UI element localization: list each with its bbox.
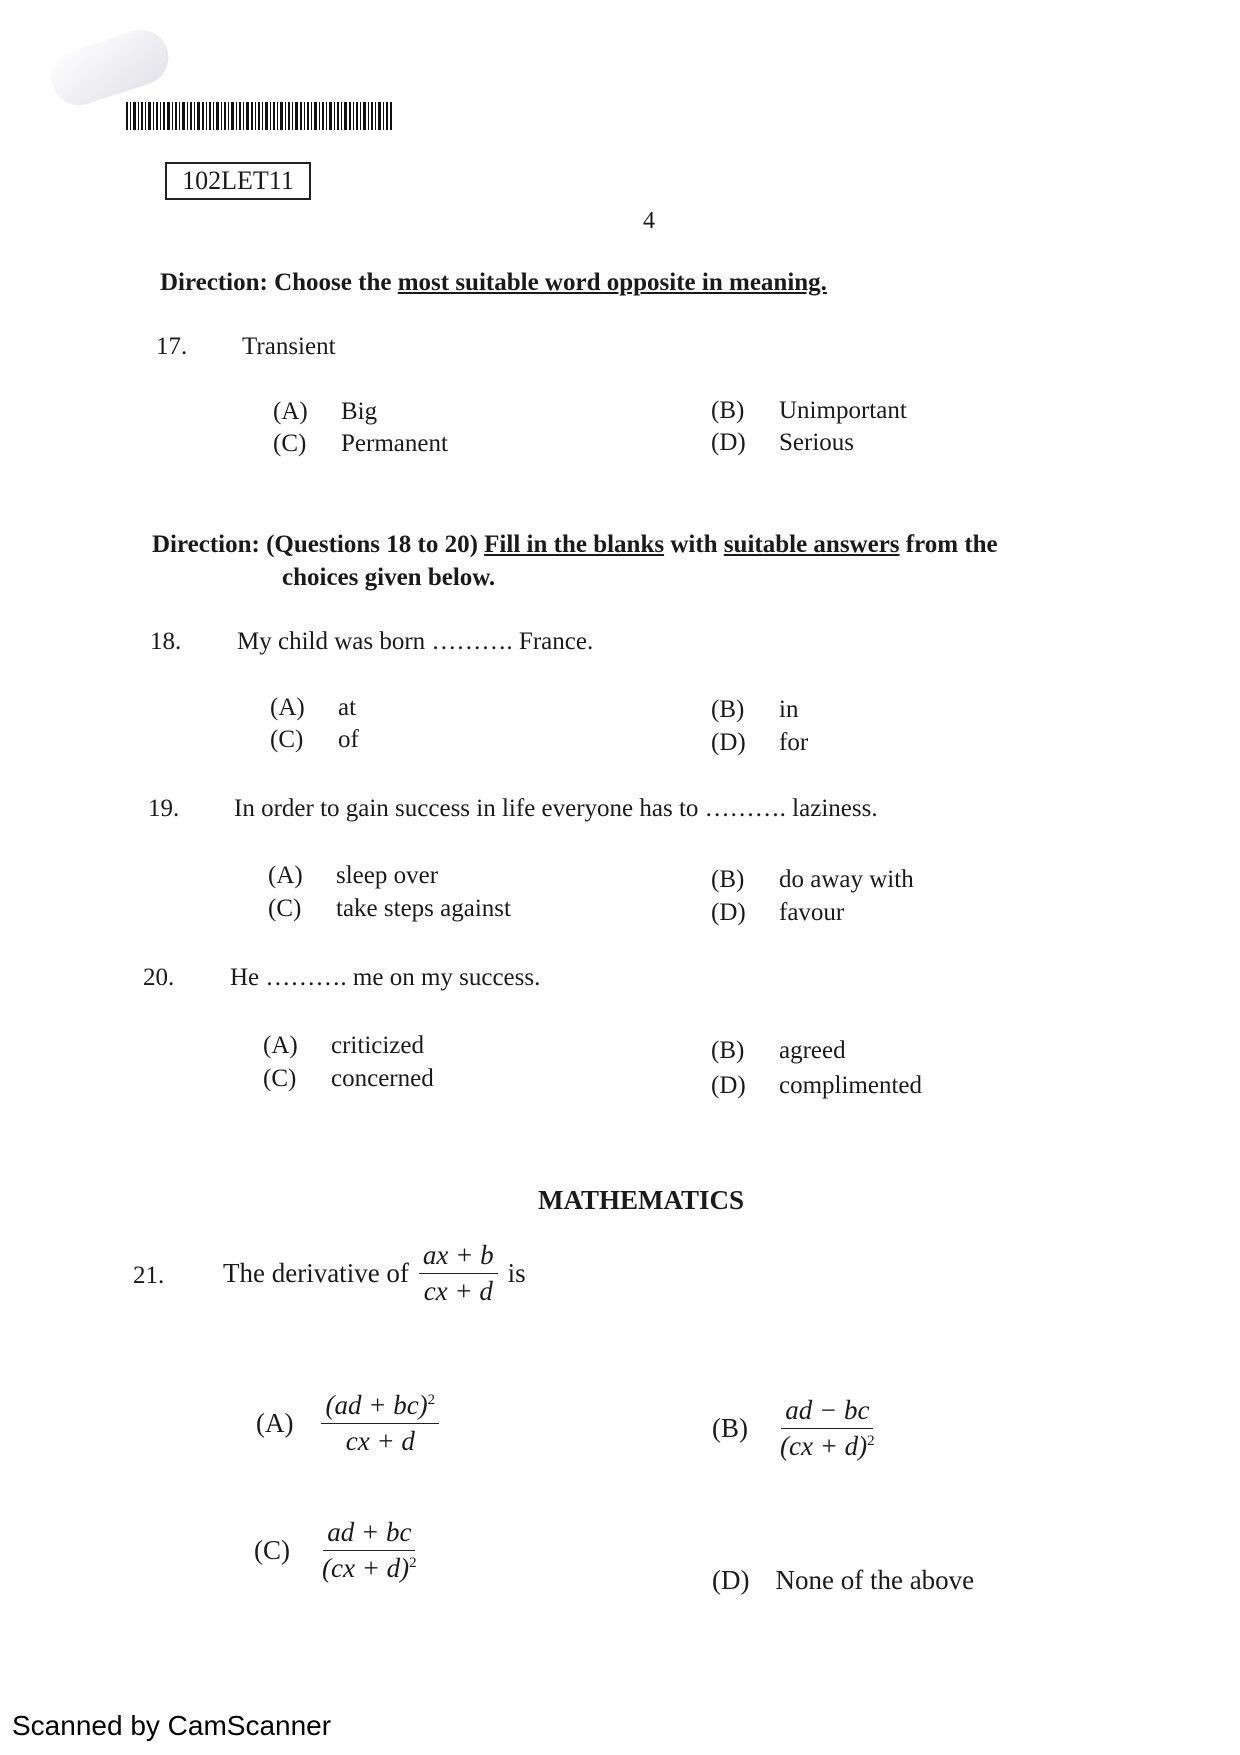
option-label: (B): [711, 866, 745, 893]
option-c: [254, 1517, 421, 1584]
question-text: My child was born ………. France.: [237, 628, 594, 655]
direction-text: Direction: (Questions 18 to 20): [152, 531, 485, 558]
direction-text: from the: [899, 531, 998, 558]
direction-text: Direction: Choose the: [160, 269, 398, 296]
direction-emphasis: suitable answers: [723, 531, 900, 558]
fraction: [419, 1240, 498, 1307]
denominator-text: cx + d: [345, 1426, 415, 1456]
page-number: 4: [643, 208, 655, 234]
option-label: (B): [711, 397, 745, 424]
numerator-text: ad − bc: [785, 1395, 870, 1425]
question-text: He ………. me on my success.: [230, 964, 541, 991]
denominator-text: (cx + d): [780, 1431, 868, 1461]
section-title: MATHEMATICS: [538, 1185, 745, 1215]
option-text: criticized: [331, 1032, 424, 1059]
fraction-numerator: [781, 1395, 873, 1429]
option-label: (C): [270, 726, 304, 753]
fraction-denominator: [342, 1424, 419, 1457]
option-text: concerned: [331, 1065, 434, 1092]
exam-code-box: 102LET11: [165, 162, 311, 200]
option-text: for: [779, 729, 809, 756]
option-text: Permanent: [341, 430, 448, 457]
question-number: 18.: [150, 628, 182, 655]
option-text: Serious: [779, 429, 854, 456]
direction-fill-blanks-line2: choices given below.: [282, 564, 496, 591]
option-c: [273, 430, 448, 458]
option-text: take steps against: [336, 895, 511, 922]
option-text: agreed: [779, 1037, 846, 1064]
option-text: sleep over: [336, 862, 439, 889]
option-d: [712, 1565, 974, 1596]
scan-smudge: [44, 23, 175, 112]
option-text: in: [779, 696, 799, 723]
option-b: [711, 866, 914, 894]
option-a: [268, 862, 438, 890]
option-label: (D): [711, 899, 746, 926]
numerator-text: ad + bc: [327, 1517, 412, 1547]
option-a: [263, 1032, 424, 1060]
option-text: Big: [341, 398, 378, 425]
option-c: [263, 1065, 434, 1093]
option-b: [711, 397, 907, 425]
option-label: (C): [273, 430, 307, 457]
question-text-after: is: [507, 1258, 526, 1288]
direction-emphasis: Fill in the blanks: [484, 531, 665, 558]
option-text: complimented: [779, 1072, 923, 1099]
exponent: 2: [409, 1555, 417, 1571]
denominator-text: (cx + d): [322, 1553, 410, 1583]
fraction-numerator: [323, 1517, 415, 1551]
question-text: Transient: [242, 333, 336, 360]
option-c: [268, 895, 511, 923]
fraction: [318, 1517, 421, 1584]
option-c: [270, 726, 359, 754]
option-text: at: [338, 694, 357, 721]
option-b: [711, 696, 798, 724]
direction-emphasis: most suitable word opposite in meaning.: [397, 269, 827, 296]
fraction-numerator: ax + b: [419, 1240, 498, 1274]
fraction: [321, 1390, 439, 1457]
option-label: (A): [263, 1032, 298, 1059]
direction-fill-blanks: [152, 528, 998, 562]
option-label: (B): [712, 1413, 748, 1443]
option-label: (A): [273, 398, 308, 425]
question-text-before: The derivative of: [223, 1258, 409, 1288]
option-label: (A): [270, 694, 305, 721]
scanner-watermark: Scanned by CamScanner: [12, 1710, 332, 1741]
option-a: [256, 1390, 439, 1457]
option-label: (C): [268, 895, 302, 922]
option-d: [711, 429, 854, 457]
option-b: [711, 1037, 846, 1065]
option-text: Unimportant: [779, 397, 907, 424]
fraction-denominator: [318, 1551, 421, 1584]
option-b: [712, 1395, 879, 1462]
direction-antonyms: [160, 266, 827, 300]
fraction-numerator: [321, 1390, 439, 1424]
option-label: (B): [711, 696, 745, 723]
direction-text: with: [664, 531, 724, 558]
option-d: [711, 899, 844, 927]
question-text: In order to gain success in life everyone has to ………. laziness.: [234, 795, 878, 822]
option-label: (D): [711, 429, 746, 456]
numerator-text: (ad + bc): [325, 1390, 428, 1420]
question-number: 20.: [143, 964, 175, 991]
option-label: (A): [256, 1408, 294, 1438]
barcode: [126, 102, 392, 130]
option-a: [270, 694, 356, 722]
option-label: (A): [268, 862, 303, 889]
option-label: (D): [712, 1565, 750, 1595]
question-number: 19.: [148, 795, 180, 822]
option-label: (C): [254, 1535, 290, 1565]
option-d: [711, 1072, 922, 1100]
fraction-denominator: cx + d: [423, 1276, 493, 1306]
option-text: None of the above: [775, 1565, 975, 1595]
option-label: (B): [711, 1037, 745, 1064]
option-label: (D): [711, 729, 746, 756]
option-a: [273, 398, 377, 426]
fraction: [776, 1395, 879, 1462]
option-text: of: [338, 726, 359, 753]
question-text: [223, 1240, 526, 1307]
question-number: 17.: [156, 333, 188, 360]
option-text: do away with: [779, 866, 914, 893]
option-text: favour: [779, 899, 845, 926]
fraction-denominator: [776, 1429, 879, 1462]
question-number: 21.: [133, 1262, 165, 1289]
option-label: (D): [711, 1072, 746, 1099]
option-d: [711, 729, 808, 757]
exponent: 2: [867, 1433, 875, 1449]
option-label: (C): [263, 1065, 297, 1092]
exponent: 2: [427, 1392, 436, 1408]
